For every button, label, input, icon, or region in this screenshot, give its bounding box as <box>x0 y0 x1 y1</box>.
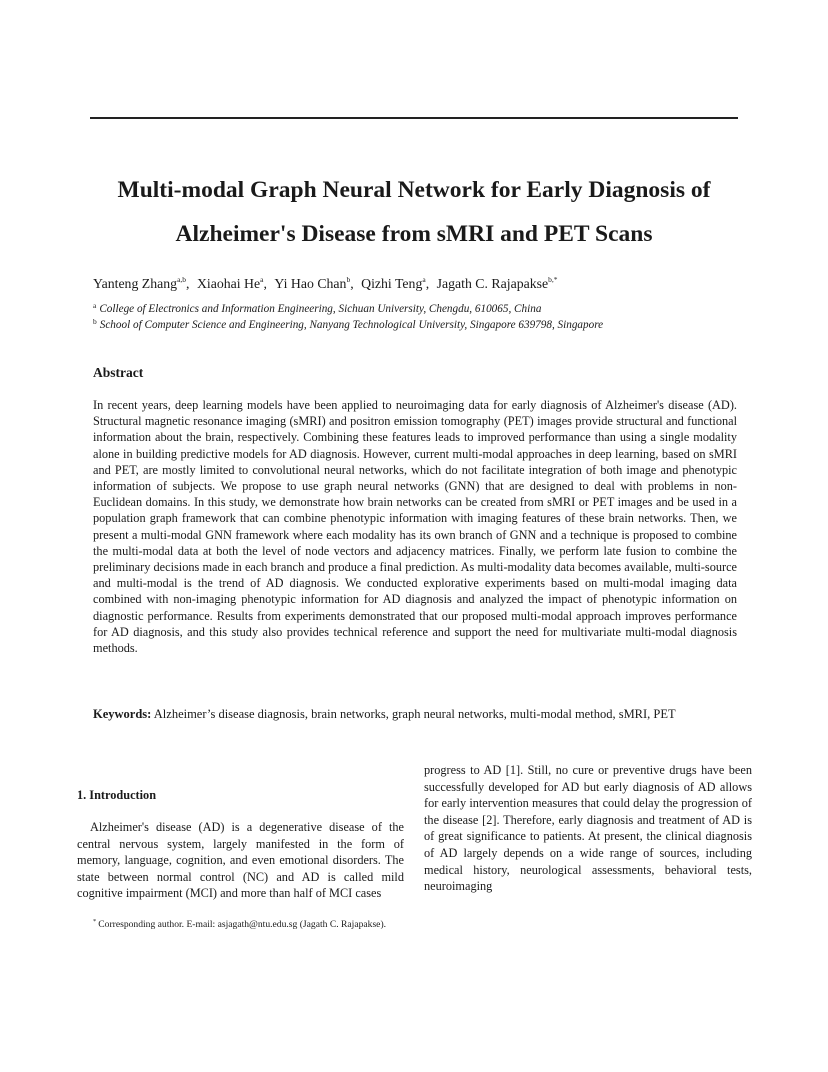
author: Yi Hao Chan$^b$, <box>274 275 354 291</box>
author-list <box>93 275 773 293</box>
affiliation-text: School of Computer Science and Engineering, Nanyang Technological University, Singapore 639798, Singapore <box>99 319 604 331</box>
author <box>437 276 558 291</box>
affiliation <box>93 301 773 317</box>
author-affiliation-mark: a,b <box>177 275 187 284</box>
author-name: Yi Hao Chan <box>274 276 347 291</box>
author: Yanteng Zhang$^{a,b}$, <box>93 275 190 291</box>
intro-paragraph-left: Alzheimer's disease (AD) is a degenerative disease of the central nervous system, largely manifested in the form of memory, language, cognition, and even emotional disorders. The state between normal control (NC) and AD is called mild cognitive impairment (MCI) and more than half of MCI cases <box>77 820 404 901</box>
author-affiliation-mark: b <box>346 275 351 284</box>
author-affiliation-mark: a <box>260 275 264 284</box>
header-rule <box>90 117 738 119</box>
section-heading: 1. Introduction <box>77 788 157 802</box>
author: Qizhi Teng$^a$, <box>361 275 430 291</box>
intro-paragraph-right: progress to AD [1]. Still, no cure or preventive drugs have been successfully developed for AD but early diagnosis of AD allows for early intervention measures that could delay the progression of the disease [2]. Therefore, early diagnosis and treatment of AD is of great significance to patients. At present, the clinical diagnosis of AD largely depends on a wide range of sources, including medical history, neurological assessments, behavioral tests, neuroimaging <box>424 763 752 894</box>
author-affiliation-mark: b,* <box>548 275 558 284</box>
author-affiliation-mark: a <box>422 275 426 284</box>
keywords-label: Keywords: <box>93 707 152 721</box>
affiliation-text: College of Electronics and Information Engineering, Sichuan University, Chengdu, 610065, China <box>99 303 542 315</box>
footnote-mark: * <box>93 918 97 925</box>
author-name: Jagath C. Rajapakse <box>436 276 549 291</box>
affiliation-mark: a <box>93 301 97 310</box>
author-name: Xiaohai He <box>196 276 261 291</box>
author-name: Yanteng Zhang <box>93 276 178 291</box>
author-name: Qizhi Teng <box>361 276 423 291</box>
keywords <box>93 706 753 723</box>
affiliation-mark: b <box>93 317 97 326</box>
affiliation-list <box>93 301 773 333</box>
abstract-text: In recent years, deep learning models have been applied to neuroimaging data for early diagnosis of Alzheimer's disease (AD). Structural magnetic resonance imaging (sMRI) and positron emission tomography (PET) images provide structural and functional information about the brain, respectively. Combining these features leads to improved performance than using a single modality alone in building predictive models for AD diagnosis. However, current multi-modal approaches in deep learning, based on sMRI and PET, are mostly limited to convolutional neural networks, which do not facilitate integration of both image and phenotypic information of subjects. We propose to use graph neural networks (GNN) that are designed to deal with problems in non-Euclidean domains. In this study, we demonstrate how brain networks can be created from sMRI or PET images and be used in a population graph framework that can combine phenotypic information with imaging features of these brain networks. Then, we present a multi-modal GNN framework where each modality has its own branch of GNN and a technique is proposed to combine the multi-modal data at both the level of node vectors and adjacency matrices. Finally, we perform late fusion to combine the preliminary decisions made in each branch and produce a final prediction. As multi-modality data becomes available, multi-source and multi-modal is the trend of AD diagnosis. We conducted explorative experiments based on multi-modal imaging data combined with non-imaging phenotypic information for AD diagnosis and analyzed the impact of phenotypic information on diagnostic performance. Results from experiments demonstrated that our proposed multi-modal approach improves performance for AD diagnosis, and this study also provides technical reference and support the need for multivariate multi-modal diagnosis methods. <box>93 398 737 656</box>
footnote-text: Corresponding author. E-mail: asjagath@ntu.edu.sg (Jagath C. Rajapakse). <box>98 919 387 930</box>
affiliation <box>93 317 773 333</box>
paper-title: Multi-modal Graph Neural Network for Early Diagnosis of Alzheimer's Disease from sMRI and PET Scans <box>117 177 711 247</box>
author: Xiaohai He$^a$, <box>196 275 267 291</box>
keywords-text: Alzheimer’s disease diagnosis, brain networks, graph neural networks, multi-modal method, sMRI, PET <box>153 707 676 721</box>
footnote <box>93 918 386 931</box>
abstract-heading: Abstract <box>93 365 144 380</box>
